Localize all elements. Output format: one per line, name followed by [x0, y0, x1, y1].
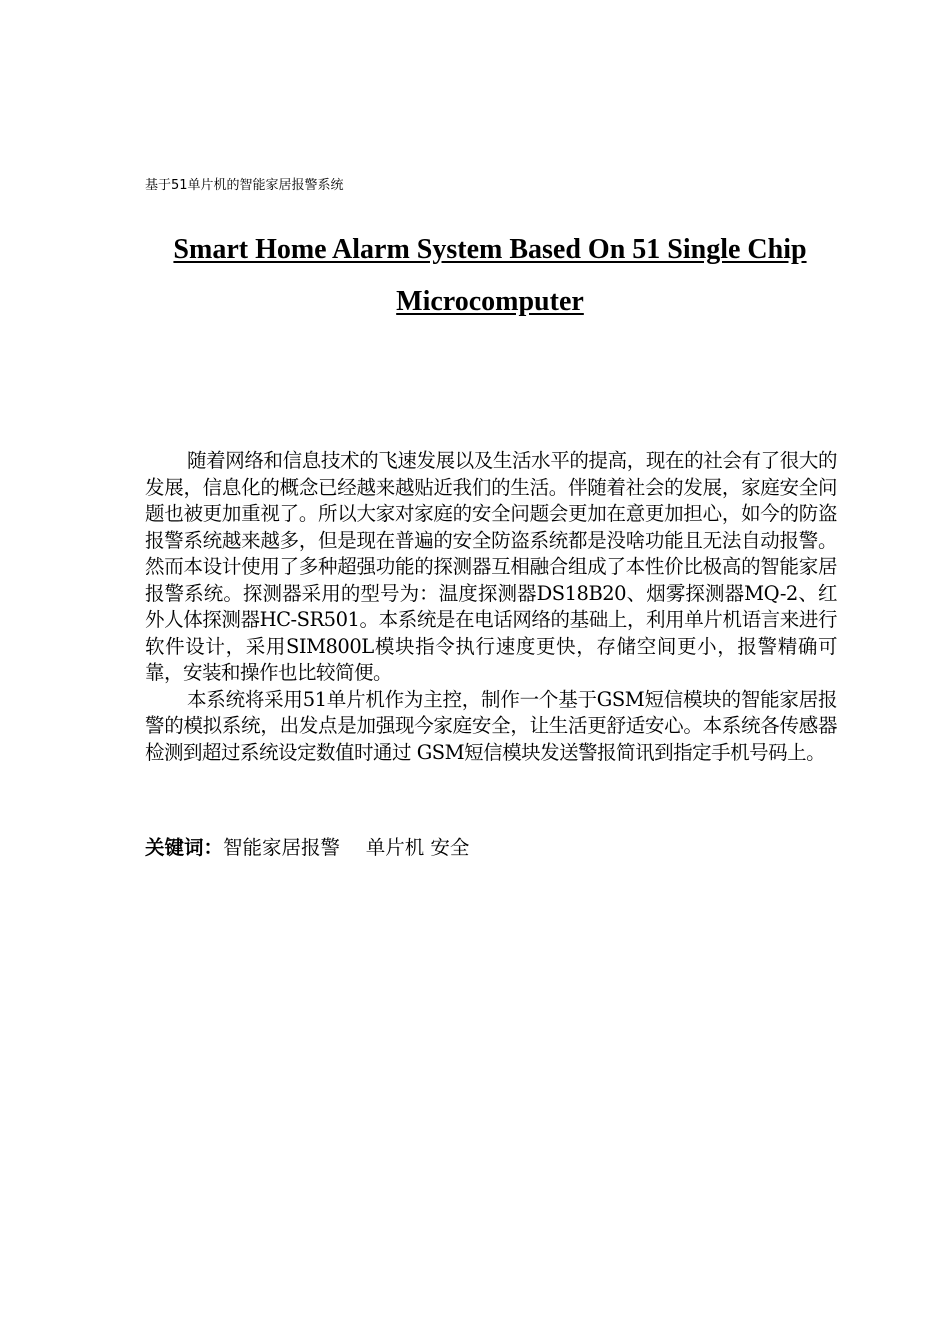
abstract-body — [145, 448, 837, 766]
running-header: 基于51单片机的智能家居报警系统 — [145, 178, 344, 193]
keywords-line — [145, 834, 469, 862]
abstract-paragraph-2: 本系统将采用51单片机作为主控，制作一个基于GSM短信模块的智能家居报警的模拟系统，出发点是加强现今家庭安全，让生活更舒适安心。本系统各传感器检测到超过系统设定数值时通过 GSM短信模块发送警报简讯到指定手机号码上。 — [145, 687, 837, 764]
document-title — [145, 224, 835, 328]
abstract-paragraph-1: 随着网络和信息技术的飞速发展以及生活水平的提高，现在的社会有了很大的发展，信息化的概念已经越来越贴近我们的生活。伴随着社会的发展，家庭安全问题也被更加重视了。所以大家对家庭的安全问题会更加在意更加担心，如今的防盗报警系统越来越多，但是现在普遍的安全防盗系统都是没啥功能且无法自动报警。然而本设计使用了多种超强功能的探测器互相融合组成了本性价比极高的智能家居报警系统。探测器采用的型号为：温度探测器DS18B20、烟雾探测器MQ-2、红外人体探测器HC-SR501。本系统是在电话网络的基础上，利用单片机语言来进行软件设计，采用SIM800L模块指令执行速度更快，存储空间更小，报警精确可靠，安装和操作也比较简便。 — [145, 449, 837, 684]
title-line-1: Smart Home Alarm System Based On 51 Single Chip — [173, 234, 807, 265]
title-line-2: Microcomputer — [396, 286, 584, 317]
keywords-values: 智能家居报警 单片机 安全 — [223, 836, 470, 859]
keywords-label: 关键词： — [145, 836, 224, 859]
